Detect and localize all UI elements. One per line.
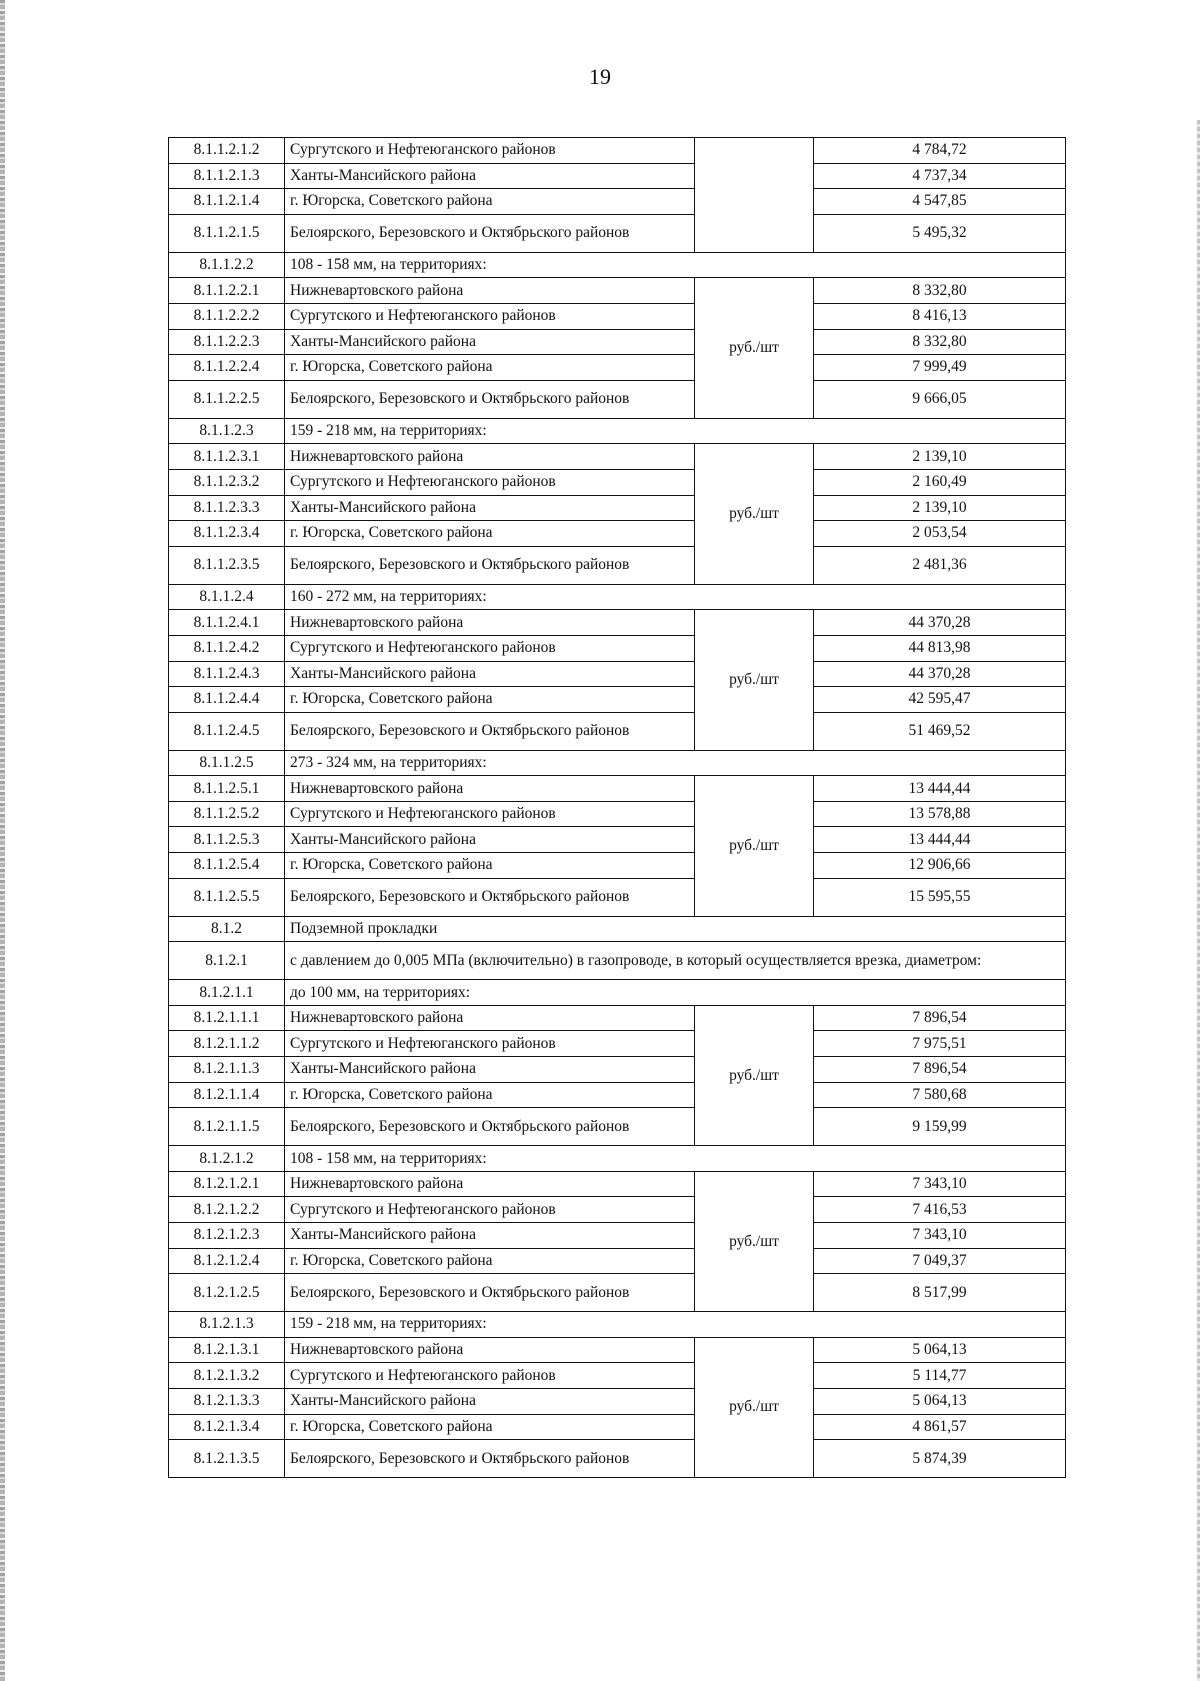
unit-cell xyxy=(695,138,814,253)
row-code: 8.1.1.2.3.4 xyxy=(169,521,285,547)
row-value: 7 896,54 xyxy=(814,1057,1066,1083)
row-name: г. Югорска, Советского района xyxy=(285,853,695,879)
table-row xyxy=(169,278,1066,304)
row-value: 4 784,72 xyxy=(814,138,1066,164)
row-name: г. Югорска, Советского района xyxy=(285,1248,695,1274)
unit-cell: руб./шт xyxy=(695,1337,814,1477)
row-value: 2 139,10 xyxy=(814,444,1066,470)
row-name: Ханты-Мансийского района xyxy=(285,1388,695,1414)
row-name: Белоярского, Березовского и Октябрьского районов xyxy=(285,546,695,584)
row-value: 8 416,13 xyxy=(814,303,1066,329)
table-row xyxy=(169,380,1066,418)
row-name: Белоярского, Березовского и Октябрьского районов xyxy=(285,1440,695,1478)
row-value: 5 114,77 xyxy=(814,1363,1066,1389)
table-row xyxy=(169,163,1066,189)
unit-cell: руб./шт xyxy=(695,776,814,916)
row-code: 8.1.2.1.1.1 xyxy=(169,1005,285,1031)
section-title: с давлением до 0,005 МПа (включительно) в газопроводе, в который осуществляется врезка, диаметром: xyxy=(285,942,1066,980)
section-code: 8.1.1.2.5 xyxy=(169,750,285,776)
section-header-row xyxy=(169,980,1066,1006)
table-row xyxy=(169,1388,1066,1414)
row-name: Белоярского, Березовского и Октябрьского районов xyxy=(285,712,695,750)
row-code: 8.1.1.2.1.2 xyxy=(169,138,285,164)
row-code: 8.1.1.2.2.4 xyxy=(169,355,285,381)
row-value: 2 160,49 xyxy=(814,469,1066,495)
row-value: 9 159,99 xyxy=(814,1108,1066,1146)
section-title: до 100 мм, на территориях: xyxy=(285,980,1066,1006)
row-value: 7 896,54 xyxy=(814,1005,1066,1031)
row-name: Сургутского и Нефтеюганского районов xyxy=(285,1031,695,1057)
row-value: 2 053,54 xyxy=(814,521,1066,547)
row-value: 8 332,80 xyxy=(814,329,1066,355)
row-name: Сургутского и Нефтеюганского районов xyxy=(285,1197,695,1223)
row-value: 5 064,13 xyxy=(814,1337,1066,1363)
row-code: 8.1.1.2.3.1 xyxy=(169,444,285,470)
row-name: Белоярского, Березовского и Октябрьского районов xyxy=(285,1108,695,1146)
unit-cell: руб./шт xyxy=(695,1005,814,1145)
table-row xyxy=(169,1057,1066,1083)
row-value: 4 547,85 xyxy=(814,189,1066,215)
row-value: 44 370,28 xyxy=(814,610,1066,636)
section-title: 160 - 272 мм, на территориях: xyxy=(285,584,1066,610)
row-name: г. Югорска, Советского района xyxy=(285,1082,695,1108)
table-row xyxy=(169,546,1066,584)
table-row xyxy=(169,469,1066,495)
row-name: Сургутского и Нефтеюганского районов xyxy=(285,138,695,164)
row-value: 5 495,32 xyxy=(814,214,1066,252)
row-code: 8.1.1.2.5.5 xyxy=(169,878,285,916)
row-code: 8.1.2.1.1.3 xyxy=(169,1057,285,1083)
row-code: 8.1.2.1.2.1 xyxy=(169,1171,285,1197)
section-header-row xyxy=(169,1312,1066,1338)
row-code: 8.1.1.2.2.2 xyxy=(169,303,285,329)
table-row xyxy=(169,712,1066,750)
row-code: 8.1.2.1.2.5 xyxy=(169,1274,285,1312)
row-value: 15 595,55 xyxy=(814,878,1066,916)
row-code: 8.1.1.2.2.1 xyxy=(169,278,285,304)
row-value: 44 813,98 xyxy=(814,635,1066,661)
row-name: Сургутского и Нефтеюганского районов xyxy=(285,469,695,495)
row-value: 13 444,44 xyxy=(814,776,1066,802)
row-name: Нижневартовского района xyxy=(285,1171,695,1197)
row-name: Нижневартовского района xyxy=(285,444,695,470)
section-header-row xyxy=(169,750,1066,776)
row-value: 8 332,80 xyxy=(814,278,1066,304)
table-row xyxy=(169,1197,1066,1223)
row-value: 7 416,53 xyxy=(814,1197,1066,1223)
section-header-row xyxy=(169,942,1066,980)
row-value: 2 139,10 xyxy=(814,495,1066,521)
table-row xyxy=(169,355,1066,381)
section-code: 8.1.2.1.1 xyxy=(169,980,285,1006)
row-code: 8.1.2.1.3.1 xyxy=(169,1337,285,1363)
table-row xyxy=(169,1005,1066,1031)
row-value: 9 666,05 xyxy=(814,380,1066,418)
row-value: 2 481,36 xyxy=(814,546,1066,584)
section-code: 8.1.1.2.2 xyxy=(169,252,285,278)
row-code: 8.1.1.2.3.3 xyxy=(169,495,285,521)
row-code: 8.1.1.2.1.5 xyxy=(169,214,285,252)
row-name: Белоярского, Березовского и Октябрьского районов xyxy=(285,878,695,916)
row-code: 8.1.2.1.2.4 xyxy=(169,1248,285,1274)
row-value: 12 906,66 xyxy=(814,853,1066,879)
table-row xyxy=(169,214,1066,252)
row-value: 51 469,52 xyxy=(814,712,1066,750)
table-row xyxy=(169,776,1066,802)
row-value: 5 064,13 xyxy=(814,1388,1066,1414)
table-row xyxy=(169,661,1066,687)
row-name: Ханты-Мансийского района xyxy=(285,661,695,687)
row-name: Ханты-Мансийского района xyxy=(285,329,695,355)
row-code: 8.1.2.1.1.5 xyxy=(169,1108,285,1146)
row-value: 4 861,57 xyxy=(814,1414,1066,1440)
unit-cell: руб./шт xyxy=(695,444,814,584)
row-value: 5 874,39 xyxy=(814,1440,1066,1478)
section-header-row xyxy=(169,418,1066,444)
table-row xyxy=(169,1337,1066,1363)
row-name: Сургутского и Нефтеюганского районов xyxy=(285,635,695,661)
row-code: 8.1.1.2.2.3 xyxy=(169,329,285,355)
row-name: г. Югорска, Советского района xyxy=(285,521,695,547)
table-row xyxy=(169,635,1066,661)
row-value: 8 517,99 xyxy=(814,1274,1066,1312)
table-row xyxy=(169,1414,1066,1440)
table-row xyxy=(169,1223,1066,1249)
row-code: 8.1.1.2.4.4 xyxy=(169,687,285,713)
section-title: Подземной прокладки xyxy=(285,916,1066,942)
row-name: Ханты-Мансийского района xyxy=(285,495,695,521)
section-header-row xyxy=(169,916,1066,942)
row-code: 8.1.2.1.3.5 xyxy=(169,1440,285,1478)
table-row xyxy=(169,138,1066,164)
row-value: 13 444,44 xyxy=(814,827,1066,853)
row-name: Нижневартовского района xyxy=(285,278,695,304)
row-code: 8.1.2.1.2.3 xyxy=(169,1223,285,1249)
table-row xyxy=(169,1248,1066,1274)
row-name: Сургутского и Нефтеюганского районов xyxy=(285,303,695,329)
row-code: 8.1.2.1.1.2 xyxy=(169,1031,285,1057)
table-row xyxy=(169,521,1066,547)
row-code: 8.1.2.1.3.3 xyxy=(169,1388,285,1414)
row-code: 8.1.2.1.3.2 xyxy=(169,1363,285,1389)
section-header-row xyxy=(169,584,1066,610)
section-code: 8.1.2.1.3 xyxy=(169,1312,285,1338)
table-row xyxy=(169,1171,1066,1197)
row-value: 7 343,10 xyxy=(814,1171,1066,1197)
row-name: г. Югорска, Советского района xyxy=(285,189,695,215)
table-row xyxy=(169,303,1066,329)
tariff-table-body xyxy=(169,138,1066,1478)
row-name: Нижневартовского района xyxy=(285,1005,695,1031)
row-value: 13 578,88 xyxy=(814,801,1066,827)
row-value: 42 595,47 xyxy=(814,687,1066,713)
section-code: 8.1.1.2.4 xyxy=(169,584,285,610)
row-name: Нижневартовского района xyxy=(285,1337,695,1363)
section-header-row xyxy=(169,252,1066,278)
row-name: г. Югорска, Советского района xyxy=(285,1414,695,1440)
row-name: Белоярского, Березовского и Октябрьского районов xyxy=(285,214,695,252)
section-code: 8.1.2.1 xyxy=(169,942,285,980)
row-value: 7 049,37 xyxy=(814,1248,1066,1274)
row-code: 8.1.1.2.5.2 xyxy=(169,801,285,827)
table-row xyxy=(169,1363,1066,1389)
section-code: 8.1.2 xyxy=(169,916,285,942)
row-code: 8.1.1.2.3.5 xyxy=(169,546,285,584)
row-name: Сургутского и Нефтеюганского районов xyxy=(285,801,695,827)
unit-cell: руб./шт xyxy=(695,610,814,750)
row-code: 8.1.1.2.1.4 xyxy=(169,189,285,215)
table-row xyxy=(169,878,1066,916)
row-code: 8.1.1.2.3.2 xyxy=(169,469,285,495)
row-name: г. Югорска, Советского района xyxy=(285,687,695,713)
row-value: 7 343,10 xyxy=(814,1223,1066,1249)
table-row xyxy=(169,329,1066,355)
unit-cell: руб./шт xyxy=(695,1171,814,1311)
table-row xyxy=(169,1440,1066,1478)
row-code: 8.1.2.1.2.2 xyxy=(169,1197,285,1223)
section-title: 273 - 324 мм, на территориях: xyxy=(285,750,1066,776)
row-value: 7 975,51 xyxy=(814,1031,1066,1057)
row-name: Сургутского и Нефтеюганского районов xyxy=(285,1363,695,1389)
table-row xyxy=(169,1082,1066,1108)
row-code: 8.1.1.2.4.2 xyxy=(169,635,285,661)
table-row xyxy=(169,687,1066,713)
row-name: Белоярского, Березовского и Октябрьского районов xyxy=(285,1274,695,1312)
scan-edge-left xyxy=(0,0,5,1681)
section-title: 108 - 158 мм, на территориях: xyxy=(285,1146,1066,1172)
row-code: 8.1.1.2.5.1 xyxy=(169,776,285,802)
table-row xyxy=(169,1031,1066,1057)
section-header-row xyxy=(169,1146,1066,1172)
section-title: 108 - 158 мм, на территориях: xyxy=(285,252,1066,278)
table-row xyxy=(169,1108,1066,1146)
row-name: Ханты-Мансийского района xyxy=(285,1223,695,1249)
row-code: 8.1.1.2.4.1 xyxy=(169,610,285,636)
section-title: 159 - 218 мм, на территориях: xyxy=(285,418,1066,444)
row-value: 7 580,68 xyxy=(814,1082,1066,1108)
row-code: 8.1.1.2.1.3 xyxy=(169,163,285,189)
row-code: 8.1.2.1.3.4 xyxy=(169,1414,285,1440)
table-row xyxy=(169,1274,1066,1312)
table-row xyxy=(169,610,1066,636)
row-name: Белоярского, Березовского и Октябрьского районов xyxy=(285,380,695,418)
row-name: Нижневартовского района xyxy=(285,776,695,802)
unit-cell: руб./шт xyxy=(695,278,814,418)
row-name: г. Югорска, Советского района xyxy=(285,355,695,381)
row-code: 8.1.2.1.1.4 xyxy=(169,1082,285,1108)
table-row xyxy=(169,827,1066,853)
table-row xyxy=(169,801,1066,827)
row-code: 8.1.1.2.2.5 xyxy=(169,380,285,418)
row-name: Ханты-Мансийского района xyxy=(285,1057,695,1083)
row-value: 4 737,34 xyxy=(814,163,1066,189)
section-title: 159 - 218 мм, на территориях: xyxy=(285,1312,1066,1338)
row-value: 44 370,28 xyxy=(814,661,1066,687)
tariff-table xyxy=(168,137,1066,1478)
row-code: 8.1.1.2.5.4 xyxy=(169,853,285,879)
row-code: 8.1.1.2.5.3 xyxy=(169,827,285,853)
row-code: 8.1.1.2.4.5 xyxy=(169,712,285,750)
row-name: Ханты-Мансийского района xyxy=(285,827,695,853)
table-row xyxy=(169,189,1066,215)
row-name: Ханты-Мансийского района xyxy=(285,163,695,189)
table-row xyxy=(169,853,1066,879)
section-code: 8.1.1.2.3 xyxy=(169,418,285,444)
section-code: 8.1.2.1.2 xyxy=(169,1146,285,1172)
table-row xyxy=(169,495,1066,521)
row-value: 7 999,49 xyxy=(814,355,1066,381)
page-number: 19 xyxy=(589,64,611,89)
row-name: Нижневартовского района xyxy=(285,610,695,636)
table-row xyxy=(169,444,1066,470)
row-code: 8.1.1.2.4.3 xyxy=(169,661,285,687)
